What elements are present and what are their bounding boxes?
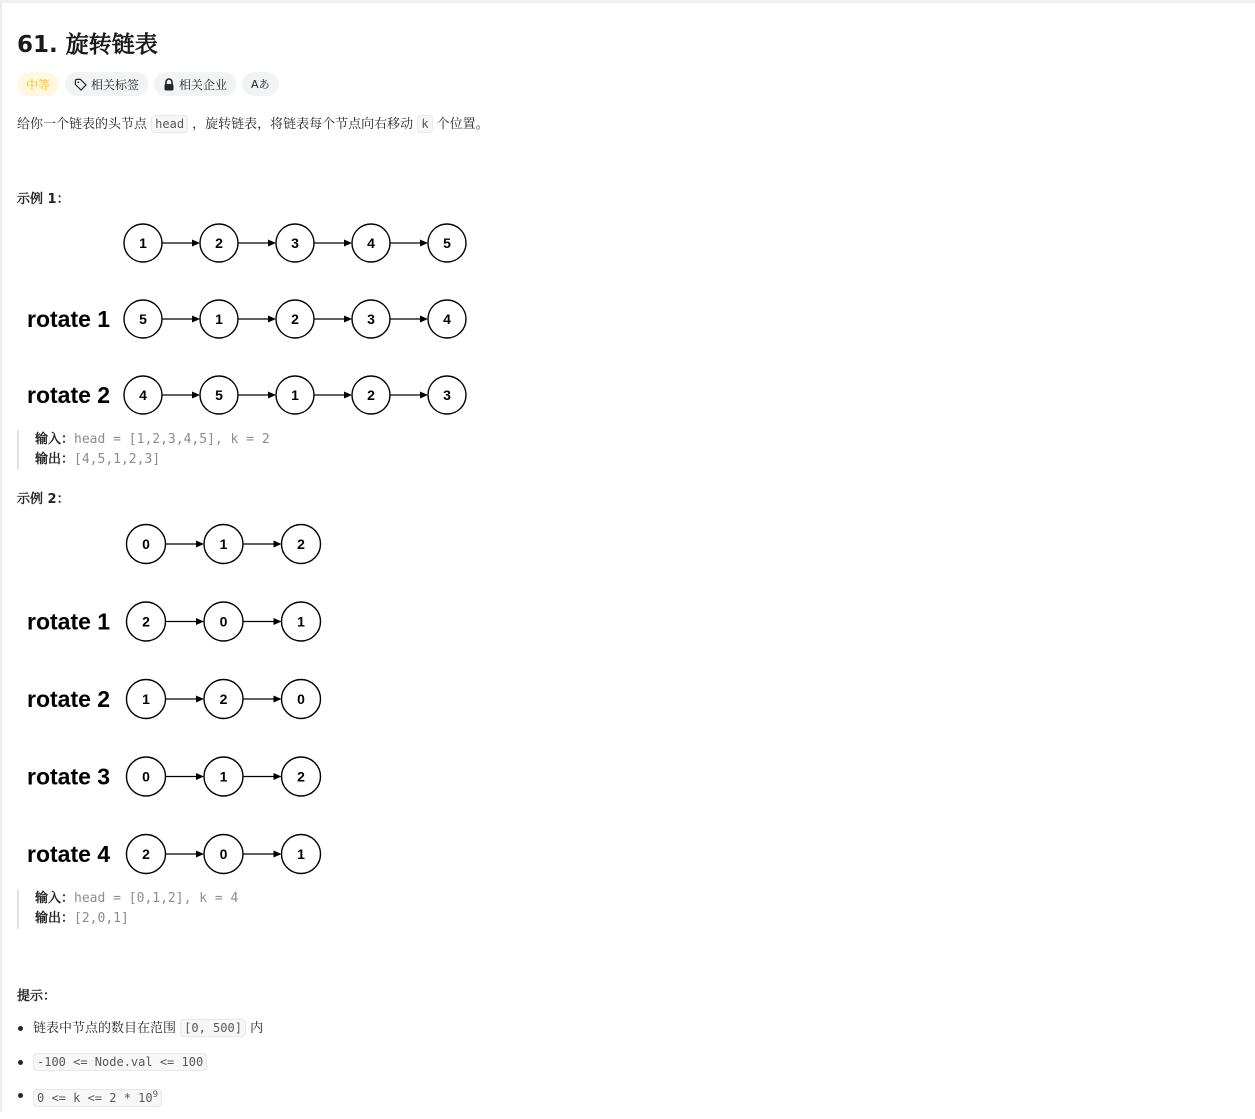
arrow-head	[344, 392, 352, 399]
bullet	[18, 1026, 23, 1031]
node-value: 3	[443, 387, 451, 403]
rotate-label: rotate 3	[27, 763, 111, 790]
arrow-head	[192, 392, 200, 399]
arrow-head	[274, 541, 282, 548]
node-value: 1	[297, 613, 305, 630]
node-value: 0	[219, 846, 228, 862]
example-1-output: 输出：[4,5,1,2,3]	[35, 452, 161, 467]
node-value: 2	[297, 768, 305, 785]
arrow-head	[274, 696, 282, 703]
list-row	[27, 757, 321, 796]
arrow-head	[268, 316, 276, 323]
node-value: 1	[139, 235, 147, 251]
example-1-label: 示例 1：	[17, 192, 70, 207]
example-1-io	[17, 430, 270, 470]
arrow-head	[420, 240, 428, 247]
list-row	[124, 224, 466, 262]
node-value: 1	[291, 387, 299, 403]
example-2-input: 输入：head = [0,1,2], k = 4	[35, 891, 239, 906]
page-title: 61. 旋转链表	[17, 32, 158, 58]
arrow-head	[196, 541, 204, 548]
arrow-head	[420, 392, 428, 399]
hints-list	[17, 1018, 263, 1119]
list-row	[27, 835, 321, 874]
node-value: 1	[215, 311, 223, 327]
rotate-label: rotate 4	[27, 841, 111, 867]
arrow-head	[192, 240, 200, 247]
list-row	[27, 300, 466, 338]
rotate-label: rotate 1	[27, 608, 111, 635]
inline-code-k: k	[417, 115, 432, 133]
arrow-head	[268, 240, 276, 247]
rotate-label: rotate 2	[27, 382, 111, 408]
node-value: 3	[291, 235, 299, 251]
node-value: 2	[142, 613, 150, 630]
node-value: 1	[297, 846, 305, 862]
node-value: 5	[139, 311, 147, 327]
difficulty-badge[interactable]: 中等	[17, 72, 59, 96]
node-value: 2	[219, 691, 228, 707]
example-2-figure	[0, 515, 360, 885]
arrow-head	[274, 773, 282, 780]
arrow-head	[268, 392, 276, 399]
node-value: 5	[443, 235, 451, 251]
node-value: 0	[219, 613, 228, 630]
arrow-head	[196, 773, 204, 780]
inline-code-head: head	[151, 115, 188, 133]
example-1-diagram	[0, 215, 500, 429]
hint-item: 链表中节点的数目在范围 [0, 500] 内	[17, 1018, 263, 1052]
example-1-figure	[0, 215, 500, 425]
rotate-label: rotate 1	[27, 306, 111, 332]
arrow-head	[274, 851, 282, 858]
node-value: 4	[367, 235, 375, 251]
node-value: 1	[219, 768, 228, 785]
example-2-diagram	[0, 515, 360, 889]
problem-description: 给你一个链表的头节点 head ，旋转链表，将链表每个节点向右移动 k 个位置。	[17, 117, 489, 132]
list-row	[27, 680, 321, 719]
bullet	[18, 1093, 23, 1098]
top-border	[0, 0, 1255, 3]
arrow-head	[420, 316, 428, 323]
rotate-label: rotate 2	[27, 686, 111, 712]
node-value: 0	[142, 768, 150, 785]
node-value: 4	[139, 387, 147, 403]
lock-icon	[163, 78, 175, 91]
arrow-head	[196, 851, 204, 858]
node-value: 1	[142, 691, 150, 707]
translate-button[interactable]	[242, 72, 279, 96]
node-value: 3	[367, 311, 375, 327]
node-value: 2	[142, 846, 150, 862]
arrow-head	[344, 316, 352, 323]
hints-label: 提示：	[17, 989, 57, 1004]
arrow-head	[196, 618, 204, 625]
hint-item: $0 <= k <= 2 * 10^9$	[17, 1085, 263, 1119]
node-value: 0	[142, 536, 150, 552]
node-value: 5	[215, 387, 223, 403]
list-row	[27, 376, 466, 414]
node-value: 2	[291, 311, 299, 327]
arrow-head	[344, 240, 352, 247]
example-2-label: 示例 2：	[17, 492, 70, 507]
node-value: 4	[443, 311, 451, 327]
arrow-head	[192, 316, 200, 323]
node-value: 2	[367, 387, 375, 403]
node-value: 2	[297, 536, 305, 552]
translate-icon: Aあ	[251, 78, 270, 91]
related-companies-label: 相关企业	[179, 77, 228, 92]
example-2-io	[17, 889, 238, 929]
example-2-output: 输出：[2,0,1]	[35, 911, 129, 926]
example-1-input: 输入：head = [1,2,3,4,5], k = 2	[35, 432, 270, 447]
arrow-head	[274, 618, 282, 625]
node-value: 2	[215, 235, 223, 251]
hint-item: -100 <= Node.val <= 100	[17, 1052, 263, 1086]
arrow-head	[196, 696, 204, 703]
related-tags-label: 相关标签	[91, 77, 140, 92]
related-tags-button[interactable]	[65, 72, 148, 96]
tag-bar	[17, 72, 279, 96]
node-value: 0	[297, 691, 305, 707]
bullet	[18, 1060, 23, 1065]
list-row	[27, 602, 321, 641]
tag-icon	[74, 78, 87, 91]
list-row	[127, 525, 321, 564]
related-companies-button[interactable]	[154, 72, 236, 96]
node-value: 1	[219, 536, 228, 552]
